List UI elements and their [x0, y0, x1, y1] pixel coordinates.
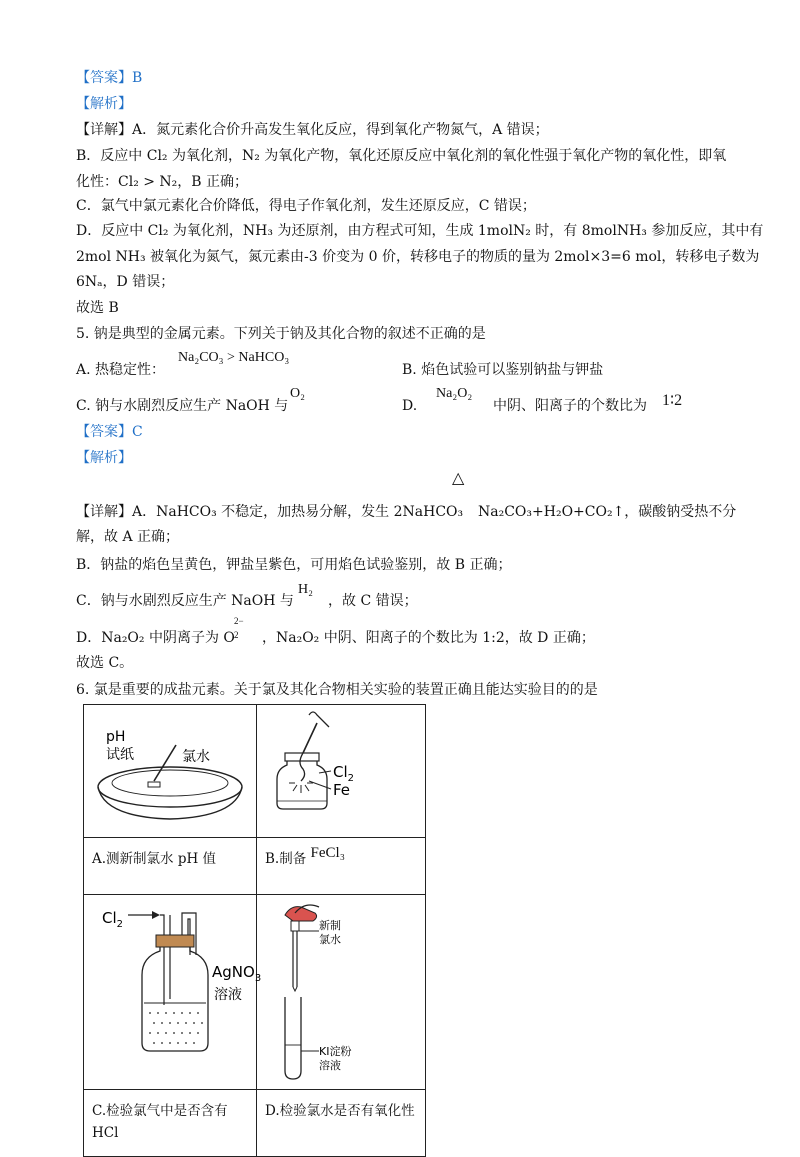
figure-b-fe-in-cl2: [257, 705, 425, 833]
caption-b-formula: FeCl₃: [310, 845, 345, 861]
caption-b-text: B.制备: [265, 851, 307, 867]
q5-option-d-ratio: 1∶2: [662, 392, 683, 409]
figure-a-label-paper: 试纸: [106, 747, 134, 763]
detail-line-1: 【详解】A．氮元素化合价升高发生氧化反应，得到氧化产物氮气，A 错误；: [76, 122, 549, 138]
caption-c: C.检验氯气中是否含有 HCl: [92, 1103, 228, 1141]
caption-a: A.测新制氯水 pH 值: [92, 851, 217, 867]
explain-line-5-sub: 2: [234, 630, 239, 640]
question-5: 5. 钠是典型的金属元素。下列关于钠及其化合物的叙述不正确的是: [76, 326, 486, 342]
heat-symbol: △: [452, 470, 465, 487]
figure-d-label-ki-starch: KI淀粉: [319, 1045, 352, 1058]
experiment-table: [83, 704, 426, 1157]
caption-d-cell: [257, 1090, 426, 1157]
analysis-label-1: 【解析】: [76, 96, 132, 112]
figure-d-label-chlorine-water: 氯水: [319, 933, 341, 946]
detail-line-8: 故选 B: [76, 300, 119, 316]
figure-b-label-cl2: $Cl_2$: [333, 763, 355, 784]
explain-line-4a: C．钠与水剧烈反应生产 NaOH 与: [76, 593, 294, 609]
q5-option-a: A. 热稳定性：: [76, 362, 166, 378]
figure-d-label-solution: 溶液: [319, 1059, 341, 1072]
figure-c-gas-wash-bottle: [84, 895, 262, 1085]
explain-line-5a: D．Na₂O₂ 中阴离子为 O: [76, 630, 235, 646]
q5-option-b: B. 焰色试验可以鉴别钠盐与钾盐: [402, 362, 604, 378]
caption-d: D.检验氯水是否有氧化性: [265, 1103, 415, 1119]
q5-option-c: C. 钠与水剧烈反应生产 NaOH 与: [76, 398, 289, 414]
answer-label-2: 【答案】C: [76, 424, 143, 440]
figure-d-label-fresh: 新制: [319, 919, 341, 932]
figure-c-label-cl2: $Cl_2$: [102, 909, 124, 930]
figure-c-label-agno3: AgNO$_3$: [212, 963, 262, 984]
figure-d-cell: [257, 895, 426, 1090]
explain-line-6: 故选 C。: [76, 655, 134, 671]
figure-a-label-ph: pH: [106, 729, 126, 745]
q5-option-c-formula: O₂: [290, 386, 305, 401]
figure-a-label-chlorine-water: 氯水: [182, 749, 210, 765]
explain-line-4-formula: H₂: [298, 582, 313, 597]
caption-c-cell: [84, 1090, 257, 1157]
answer-label-1: 【答案】B: [76, 70, 143, 86]
explain-line-4b: ，故 C 错误；: [328, 593, 418, 609]
figure-c-cell: [84, 895, 262, 1090]
figure-b-cell: [257, 705, 426, 838]
detail-line-3: 化性：Cl₂ > N₂，B 正确；: [76, 174, 249, 190]
explain-line-5-sup: 2−: [234, 616, 244, 626]
explain-line-2: 解，故 A 正确；: [76, 529, 180, 545]
q5-option-a-formula: Na₂CO₃ > NaHCO₃: [178, 350, 290, 365]
caption-b-cell: [257, 838, 426, 895]
explain-line-1b: Na₂CO₃+H₂O+CO₂↑，碳酸钠受热不分: [478, 504, 737, 520]
detail-line-2: B．反应中 Cl₂ 为氧化剂，N₂ 为氧化产物，氧化还原反应中氧化剂的氧化性强于氧化产物的氧化性，即氧: [76, 148, 727, 164]
detail-line-4: C．氯气中氯元素化合价降低，得电子作氧化剂，发生还原反应，C 错误；: [76, 198, 536, 214]
detail-line-6: 2mol NH₃ 被氧化为氮气，氮元素由-3 价变为 0 价，转移电子的物质的量为 2mol×3=6 mol，转移电子数为: [76, 249, 760, 265]
explain-line-1a: 【详解】A．NaHCO₃ 不稳定，加热易分解，发生 2NaHCO₃: [76, 504, 464, 520]
q5-option-d: D.: [402, 398, 418, 414]
figure-d-dropper-test-tube: [257, 895, 425, 1085]
figure-a-ph-test: [84, 705, 256, 833]
caption-a-cell: [84, 838, 257, 895]
figure-b-label-fe: Fe: [333, 781, 351, 799]
analysis-label-2: 【解析】: [76, 450, 132, 466]
figure-c-label-solution: 溶液: [214, 987, 242, 1003]
q5-option-d-formula: Na₂O₂: [436, 386, 473, 401]
detail-line-7: 6Nₐ，D 错误；: [76, 274, 175, 290]
detail-line-5: D．反应中 Cl₂ 为氧化剂，NH₃ 为还原剂，由方程式可知，生成 1molN₂ 时，有 8molNH₃ 参加反应，其中有: [76, 223, 764, 239]
explain-line-5b: ，Na₂O₂ 中阴、阳离子的个数比为 1:2，故 D 正确；: [262, 630, 595, 646]
question-6: 6. 氯是重要的成盐元素。关于氯及其化合物相关实验的装置正确且能达实验目的的是: [76, 682, 598, 698]
caption-b: [257, 838, 425, 894]
explain-line-3: B．钠盐的焰色呈黄色，钾盐呈紫色，可用焰色试验鉴别，故 B 正确；: [76, 557, 512, 573]
figure-a-cell: [84, 705, 257, 838]
q5-option-d-text: 中阴、阳离子的个数比为: [493, 398, 647, 414]
